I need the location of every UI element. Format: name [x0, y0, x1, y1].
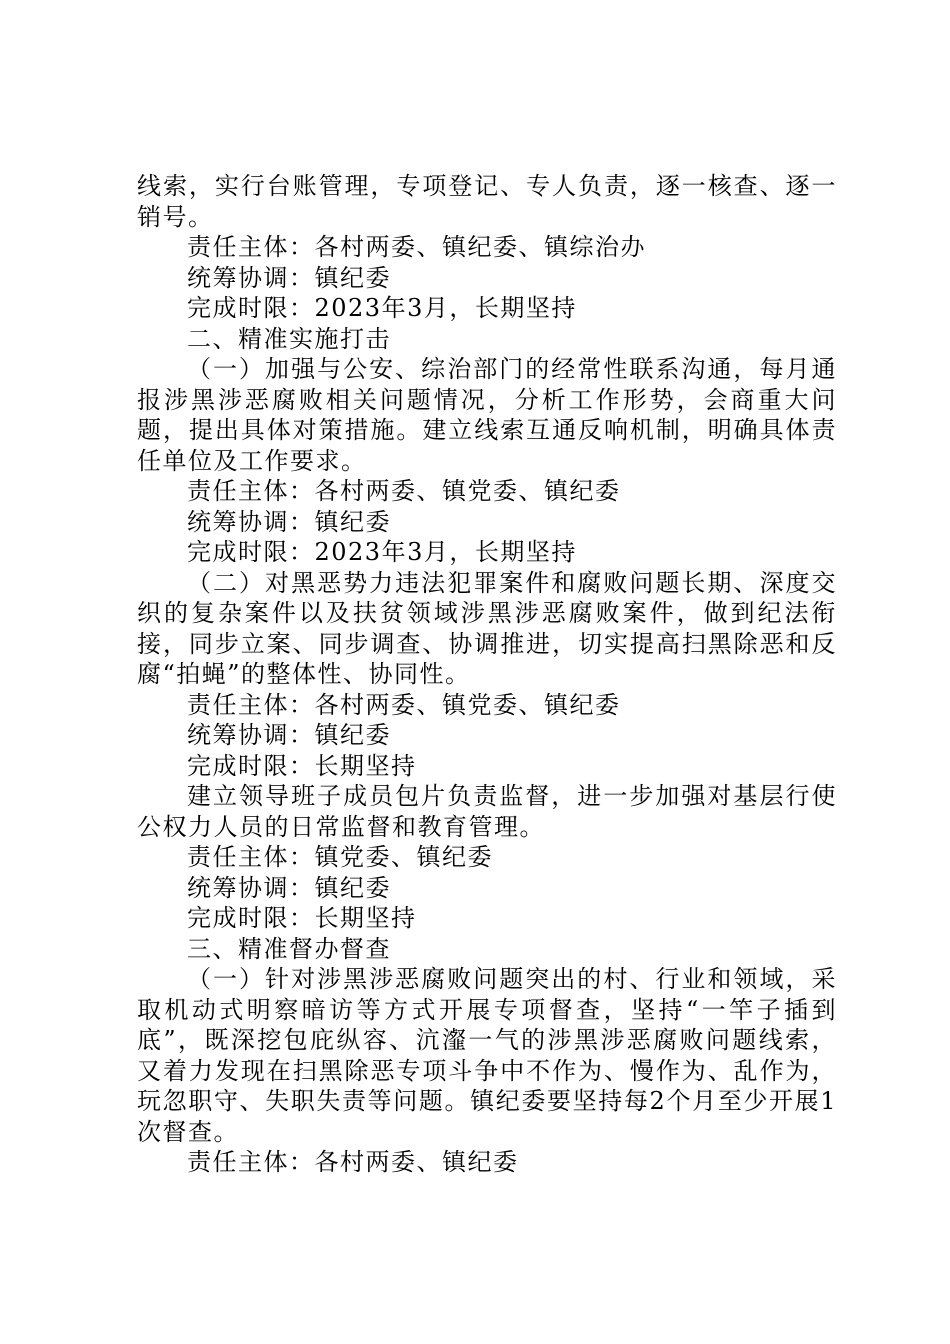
document-paragraph: 统筹协调：镇纪委	[187, 507, 391, 536]
document-paragraph: （一）针对涉黑涉恶腐败问题突出的村、行业和领域，采取机动式明察暗访等方式开展专项督查，坚持“一竿子插到底”，既深挖包庇纵容、沆瀣一气的涉黑涉恶腐败问题线索，又着力发现在扫黑除恶专项斗争中不作为、慢作为、乱作为，玩忽职守、失职失责等问题。镇纪委要坚持每2个月至少开展1次督查。	[137, 965, 837, 1146]
document-paragraph: 责任主体：各村两委、镇党委、镇纪委	[187, 690, 621, 719]
document-body	[137, 171, 837, 1178]
document-paragraph: 完成时限：2023年3月，长期坚持	[187, 294, 577, 322]
document-paragraph: 三、精准督办督查	[187, 934, 391, 963]
document-paragraph: 统筹协调：镇纪委	[187, 263, 391, 292]
document-paragraph: （一）加强与公安、综治部门的经常性联系沟通，每月通报涉黑涉恶腐败相关问题情况，分析工作形势，会商重大问题，提出具体对策措施。建立线索互通反响机制，明确具体责任单位及工作要求。	[137, 355, 837, 475]
document-paragraph: 责任主体：各村两委、镇纪委	[187, 1148, 519, 1176]
document-paragraph: 完成时限：2023年3月，长期坚持	[187, 538, 577, 566]
document-paragraph: 完成时限：长期坚持	[187, 751, 417, 780]
document-paragraph: （二）对黑恶势力违法犯罪案件和腐败问题长期、深度交织的复杂案件以及扶贫领域涉黑涉恶腐败案件，做到纪法衔接，同步立案、同步调查、协调推进，切实提高扫黑除恶和反腐“拍蝇”的整体性、协同性。	[137, 568, 837, 688]
document-paragraph: 责任主体：镇党委、镇纪委	[187, 843, 493, 871]
document-paragraph: 线索，实行台账管理，专项登记、专人负责，逐一核查、逐一销号。	[137, 172, 837, 231]
document-paragraph: 责任主体：各村两委、镇纪委、镇综治办	[187, 233, 646, 261]
document-paragraph: 责任主体：各村两委、镇党委、镇纪委	[187, 477, 621, 505]
document-paragraph: 完成时限：长期坚持	[187, 904, 417, 932]
document-paragraph: 统筹协调：镇纪委	[187, 873, 391, 902]
document-paragraph: 二、精准实施打击	[187, 324, 391, 353]
document-paragraph: 建立领导班子成员包片负责监督，进一步加强对基层行使公权力人员的日常监督和教育管理。	[137, 782, 837, 841]
document-paragraph: 统筹协调：镇纪委	[187, 721, 391, 749]
